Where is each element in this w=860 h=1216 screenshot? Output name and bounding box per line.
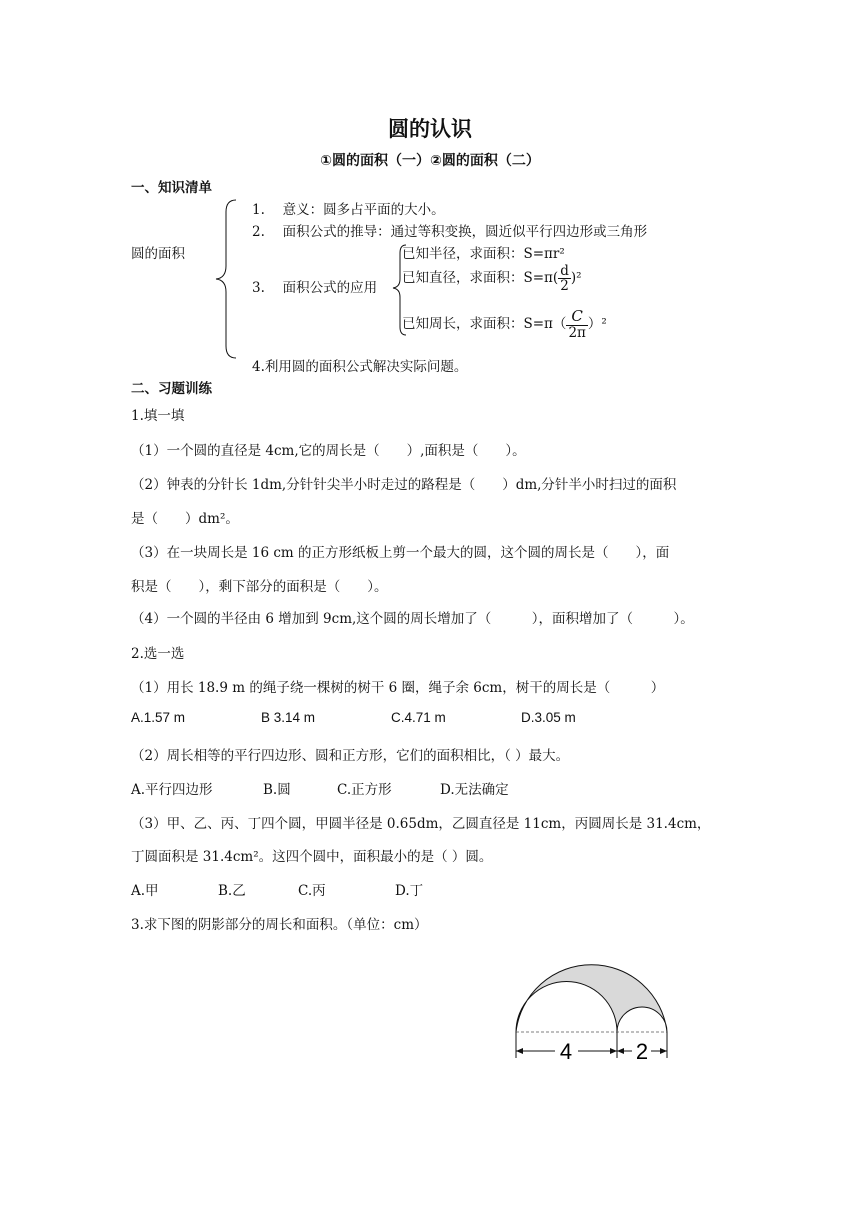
page-title: 圆的认识 [388, 117, 472, 141]
fraction-numerator: C [566, 309, 587, 326]
knowledge-item-3: 3. 面积公式的应用 [252, 280, 378, 296]
knowledge-item-4: 4.利用圆的面积公式解决实际问题。 [252, 359, 468, 375]
shaded-region [516, 965, 667, 1032]
fraction-denominator: 2 [560, 278, 569, 295]
circumference-formula-end: ）² [587, 315, 607, 332]
dimension-label-left: 4 [559, 1039, 573, 1064]
diameter-formula-start: 已知直径，求面积：S=π( [402, 270, 559, 287]
question1-item3-line2: 积是（ ），剩下部分的面积是（ ）。 [131, 579, 388, 595]
q2-3-option-b: B.乙 [218, 883, 246, 899]
question1-title: 1.填一填 [131, 408, 185, 424]
question1-item1: （1）一个圆的直径是 4cm,它的周长是（ ）,面积是（ ）。 [131, 443, 526, 459]
question2-title: 2.选一选 [131, 646, 185, 662]
application-circumference [402, 309, 607, 340]
page-subtitle: ①圆的面积（一）②圆的面积（二） [320, 153, 540, 169]
q2-3-option-d: D.丁 [395, 883, 424, 899]
q2-2-option-b: B.圆 [263, 782, 291, 798]
q2-1-option-d: D.3.05 m [521, 710, 576, 725]
question1-item4: （4）一个圆的半径由 6 增加到 9cm,这个圆的周长增加了（ ），面积增加了（ ）。 [131, 611, 694, 627]
knowledge-item-1: 1. 意义：圆多占平面的大小。 [252, 202, 445, 218]
arrowhead [617, 1048, 624, 1054]
question2-item1: （1）用长 18.9 m 的绳子绕一棵树的树干 6 圈，绳子余 6cm，树干的周长是（ ） [131, 680, 665, 696]
dimension-label-right: 2 [635, 1039, 649, 1064]
application-diameter [402, 264, 582, 293]
knowledge-item-2: 2. 面积公式的推导：通过等积变换，圆近似平行四边形或三角形 [252, 224, 648, 240]
q2-3-option-a: A.甲 [131, 883, 159, 899]
shaded-region-figure [505, 950, 680, 1070]
question2-item3-line1: （3）甲、乙、丙、丁四个圆，甲圆半径是 0.65dm，乙圆直径是 11cm，丙圆周长是 31.4cm， [131, 816, 711, 832]
diameter-fraction [558, 264, 571, 293]
q2-2-option-a: A.平行四边形 [131, 782, 213, 798]
application-radius: 已知半径，求面积：S=πr² [402, 246, 565, 262]
q2-1-option-a: A.1.57 m [131, 710, 186, 725]
q2-3-option-c: C.丙 [298, 883, 326, 899]
diameter-formula-end: )² [570, 270, 582, 287]
big-brace [210, 198, 240, 360]
section2-heading: 二、习题训练 [131, 381, 212, 397]
question3-title: 3.求下图的阴影部分的周长和面积。（单位：cm） [131, 917, 428, 933]
question2-item2: （2）周长相等的平行四边形、圆和正方形，它们的面积相比，（ ）最大。 [131, 748, 570, 764]
q2-1-option-c: C.4.71 m [391, 710, 446, 725]
fraction-numerator: d [560, 263, 569, 279]
arrowhead [610, 1048, 617, 1054]
circumference-formula-start: 已知周长，求面积：S=π（ [402, 315, 567, 332]
question1-item2-line2: 是（ ）dm²。 [131, 511, 239, 527]
arrowhead [516, 1048, 523, 1054]
circumference-fraction [566, 309, 587, 340]
question1-item2-line1: （2）钟表的分针长 1dm,分针针尖半小时走过的路程是（ ）dm,分针半小时扫过的面积 [131, 477, 677, 493]
q2-1-option-b: B 3.14 m [261, 710, 316, 725]
section1-heading: 一、知识清单 [131, 180, 212, 196]
question1-item3-line1: （3）在一块周长是 16 cm 的正方形纸板上剪一个最大的圆，这个圆的周长是（ ），面 [131, 545, 670, 561]
q2-2-option-c: C.正方形 [337, 782, 392, 798]
arrowhead [660, 1048, 667, 1054]
fraction-denominator: 2π [568, 324, 586, 341]
q2-2-option-d: D.无法确定 [440, 782, 509, 798]
question2-item3-line2: 丁圆面积是 31.4cm²。这四个圆中，面积最小的是（ ）圆。 [131, 849, 493, 865]
knowledge-topic: 圆的面积 [131, 246, 185, 262]
